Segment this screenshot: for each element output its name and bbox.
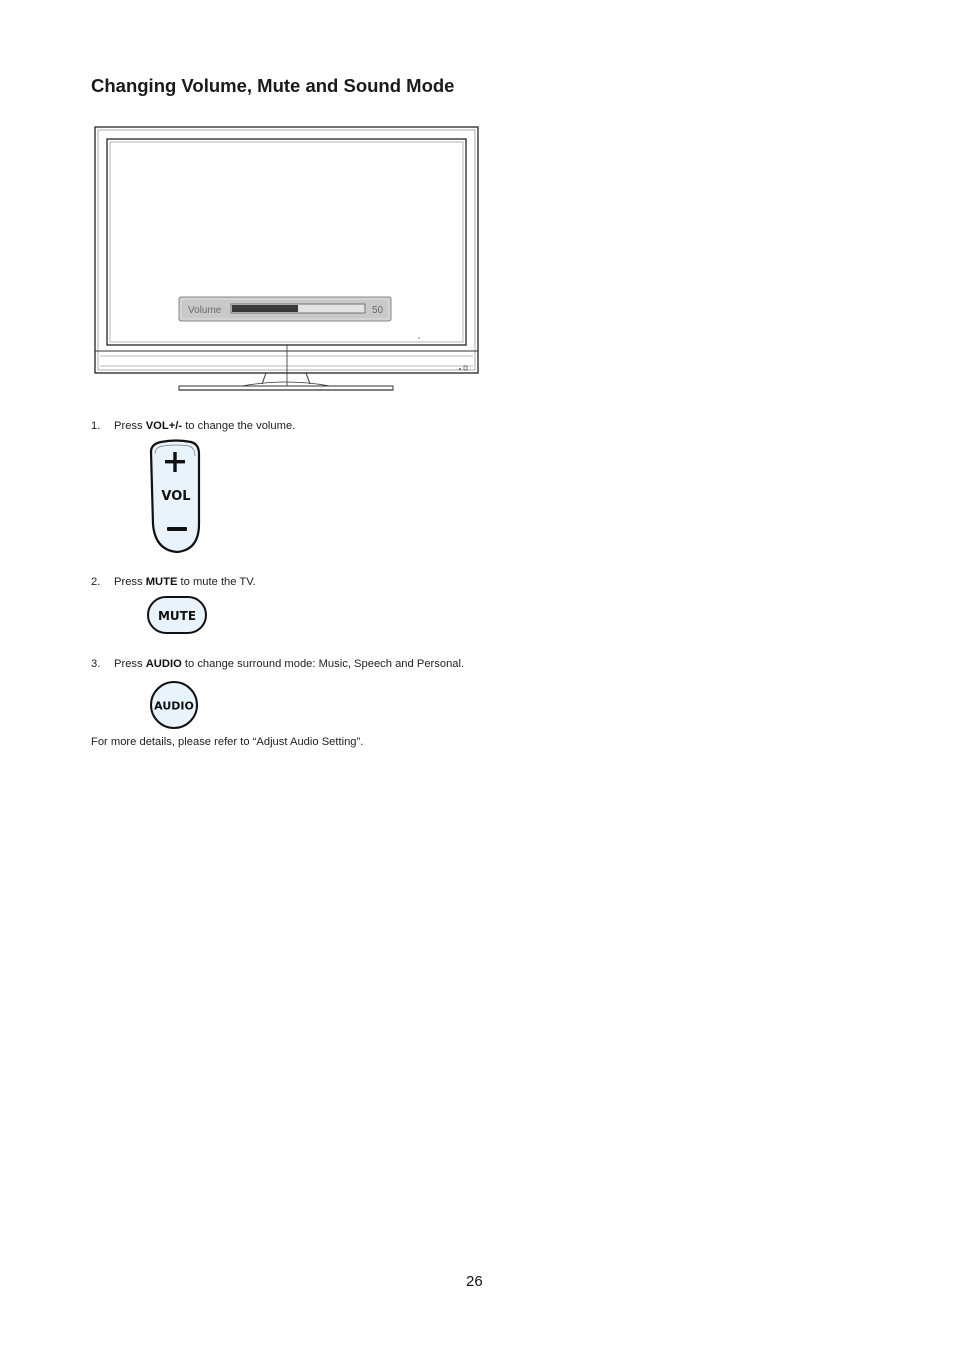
step-1 bbox=[91, 420, 295, 432]
page-number: 26 bbox=[466, 1273, 483, 1290]
step-number: 1. bbox=[91, 420, 101, 432]
volume-bar-fill bbox=[232, 305, 298, 312]
step-text: Press bbox=[114, 576, 146, 588]
step-text: Press bbox=[114, 658, 146, 670]
key-name: MUTE bbox=[145, 576, 178, 588]
mute-button-illustration bbox=[146, 595, 210, 637]
vol-label: VOL bbox=[161, 489, 191, 504]
volume-osd bbox=[179, 297, 391, 321]
step-3 bbox=[91, 658, 464, 670]
step-text: to change the volume. bbox=[182, 420, 296, 432]
mute-label: MUTE bbox=[157, 609, 197, 623]
key-name: AUDIO bbox=[145, 658, 182, 670]
step-text: to mute the TV. bbox=[177, 576, 256, 588]
step-2 bbox=[91, 576, 256, 588]
step-text: Press bbox=[114, 420, 146, 432]
audio-label: AUDIO bbox=[154, 699, 194, 713]
tv-illustration bbox=[92, 124, 484, 396]
key-name: VOL+/- bbox=[145, 420, 183, 432]
minus-icon bbox=[167, 527, 187, 531]
step-text: to change surround mode: Music, Speech and Personal. bbox=[181, 658, 465, 670]
volume-osd-label: Volume bbox=[188, 305, 222, 316]
step-number: 3. bbox=[91, 658, 101, 670]
page-title: Changing Volume, Mute and Sound Mode bbox=[91, 75, 455, 96]
step-number: 2. bbox=[91, 576, 101, 588]
audio-button-illustration bbox=[149, 680, 201, 732]
more-details-note: For more details, please refer to “Adjust Audio Setting”. bbox=[91, 736, 364, 748]
vol-button-illustration bbox=[145, 438, 207, 556]
volume-osd-value: 50 bbox=[372, 305, 384, 316]
